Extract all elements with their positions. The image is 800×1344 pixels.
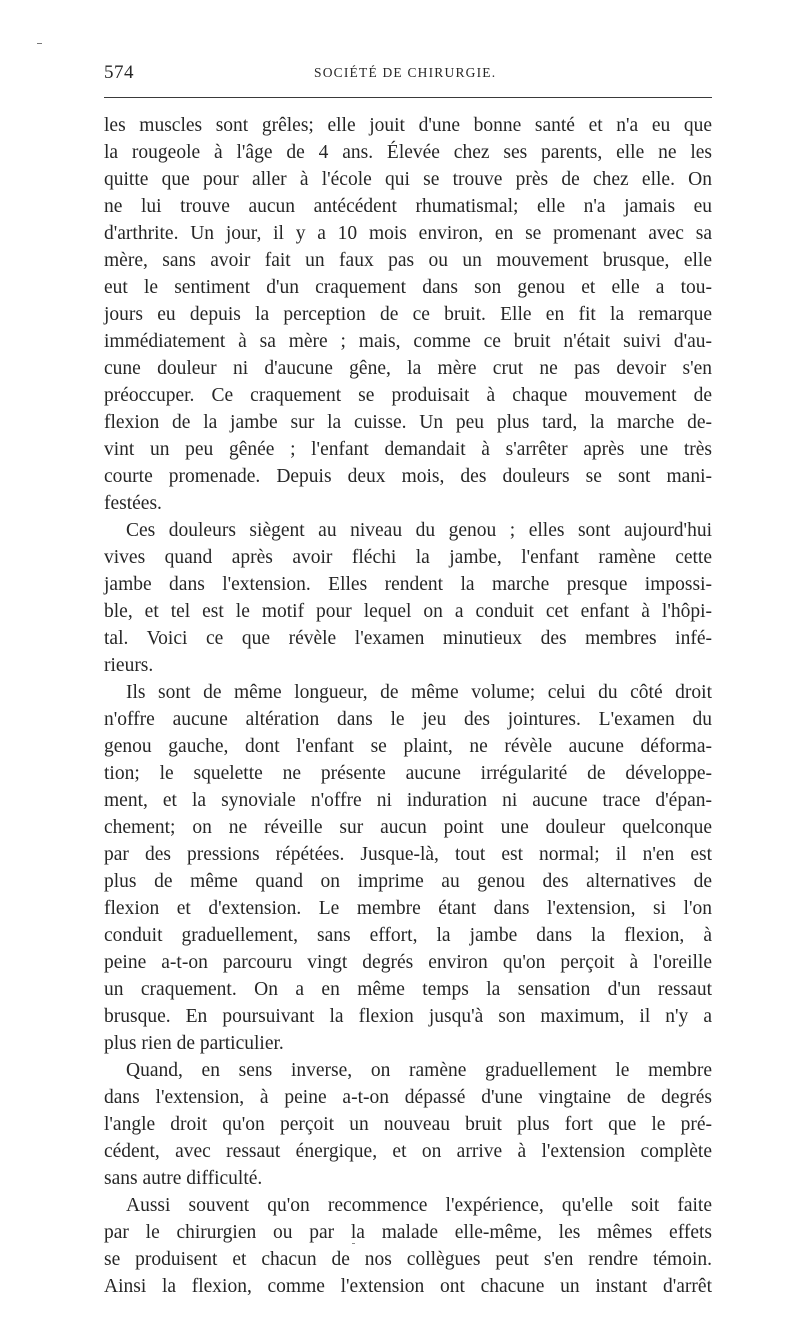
body-text <box>104 112 712 1300</box>
text-line: Ainsi la flexion, comme l'extension ont chacune un instant d'arrêt <box>104 1276 712 1297</box>
text-line: flexion et d'extension. Le membre étant dans l'extension, si l'on <box>104 898 712 919</box>
text-line: n'offre aucune altération dans le jeu des jointures. L'examen du <box>104 709 712 730</box>
header-rule <box>104 97 712 98</box>
text-line: chement; on ne réveille sur aucun point une douleur quelconque <box>104 817 712 838</box>
text-line: conduit graduellement, sans effort, la jambe dans la flexion, à <box>104 925 712 946</box>
text-line: tal. Voici ce que révèle l'examen minutieux des membres infé- <box>104 628 712 649</box>
text-line: dans l'extension, à peine a-t-on dépassé d'une vingtaine de degrés <box>104 1087 712 1108</box>
text-line-paragraph-start: Quand, en sens inverse, on ramène graduellement le membre <box>126 1060 712 1081</box>
text-line-paragraph-start: Aussi souvent qu'on recommence l'expérience, qu'elle soit faite <box>126 1195 712 1216</box>
text-line: peine a-t-on parcouru vingt degrés environ qu'on perçoit à l'oreille <box>104 952 712 973</box>
text-line: préoccuper. Ce craquement se produisait à chaque mouvement de <box>104 385 712 406</box>
scan-speck <box>352 1243 355 1244</box>
text-line: par des pressions répétées. Jusque-là, tout est normal; il n'en est <box>104 844 712 865</box>
text-line-paragraph-start: Ils sont de même longueur, de même volume; celui du côté droit <box>126 682 712 703</box>
text-line: plus de même quand on imprime au genou des alternatives de <box>104 871 712 892</box>
text-line: eut le sentiment d'un craquement dans son genou et elle a tou- <box>104 277 712 298</box>
text-line: quitte que pour aller à l'école qui se trouve près de chez elle. On <box>104 169 712 190</box>
text-line: jours eu depuis la perception de ce bruit. Elle en fit la remarque <box>104 304 712 325</box>
text-line: tion; le squelette ne présente aucune irrégularité de développe- <box>104 763 712 784</box>
text-line: ble, et tel est le motif pour lequel on a conduit cet enfant à l'hôpi- <box>104 601 712 622</box>
text-line: ment, et la synoviale n'offre ni induration ni aucune trace d'épan- <box>104 790 712 811</box>
text-line: la rougeole à l'âge de 4 ans. Élevée chez ses parents, elle ne les <box>104 142 712 163</box>
text-line: cune douleur ni d'aucune gêne, la mère crut ne pas devoir s'en <box>104 358 712 379</box>
text-line: immédiatement à sa mère ; mais, comme ce bruit n'était suivi d'au- <box>104 331 712 352</box>
text-line-paragraph-end: rieurs. <box>104 655 154 676</box>
text-line: courte promenade. Depuis deux mois, des douleurs se sont mani- <box>104 466 712 487</box>
page-header <box>104 62 712 88</box>
text-line: genou gauche, dont l'enfant se plaint, ne révèle aucune déforma- <box>104 736 712 757</box>
text-line: l'angle droit qu'on perçoit un nouveau bruit plus fort que le pré- <box>104 1114 712 1135</box>
text-line: mère, sans avoir fait un faux pas ou un mouvement brusque, elle <box>104 250 712 271</box>
text-line-paragraph-end: plus rien de particulier. <box>104 1033 284 1054</box>
text-line-paragraph-end: sans autre difficulté. <box>104 1168 263 1189</box>
text-line: vint un peu gênée ; l'enfant demandait à s'arrêter après une très <box>104 439 712 460</box>
text-line: flexion de la jambe sur la cuisse. Un peu plus tard, la marche de- <box>104 412 712 433</box>
text-line-paragraph-start: Ces douleurs siègent au niveau du genou ; elles sont aujourd'hui <box>126 520 712 541</box>
text-line-paragraph-end: festées. <box>104 493 162 514</box>
page-number: 574 <box>104 62 134 83</box>
text-line: brusque. En poursuivant la flexion jusqu'à son maximum, il n'y a <box>104 1006 712 1027</box>
running-head: SOCIÉTÉ DE CHIRURGIE. <box>314 65 497 80</box>
scan-speck <box>37 43 42 44</box>
text-line: les muscles sont grêles; elle jouit d'une bonne santé et n'a eu que <box>104 115 712 136</box>
text-line: se produisent et chacun de nos collègues peut s'en rendre témoin. <box>104 1249 712 1270</box>
text-line: un craquement. On a en même temps la sensation d'un ressaut <box>104 979 712 1000</box>
text-line: par le chirurgien ou par la malade elle-même, les mêmes effets <box>104 1222 712 1243</box>
text-line: cédent, avec ressaut énergique, et on arrive à l'extension complète <box>104 1141 712 1162</box>
text-line: d'arthrite. Un jour, il y a 10 mois environ, en se promenant avec sa <box>104 223 712 244</box>
text-line: ne lui trouve aucun antécédent rhumatismal; elle n'a jamais eu <box>104 196 712 217</box>
text-line: vives quand après avoir fléchi la jambe, l'enfant ramène cette <box>104 547 712 568</box>
text-line: jambe dans l'extension. Elles rendent la marche presque impossi- <box>104 574 712 595</box>
